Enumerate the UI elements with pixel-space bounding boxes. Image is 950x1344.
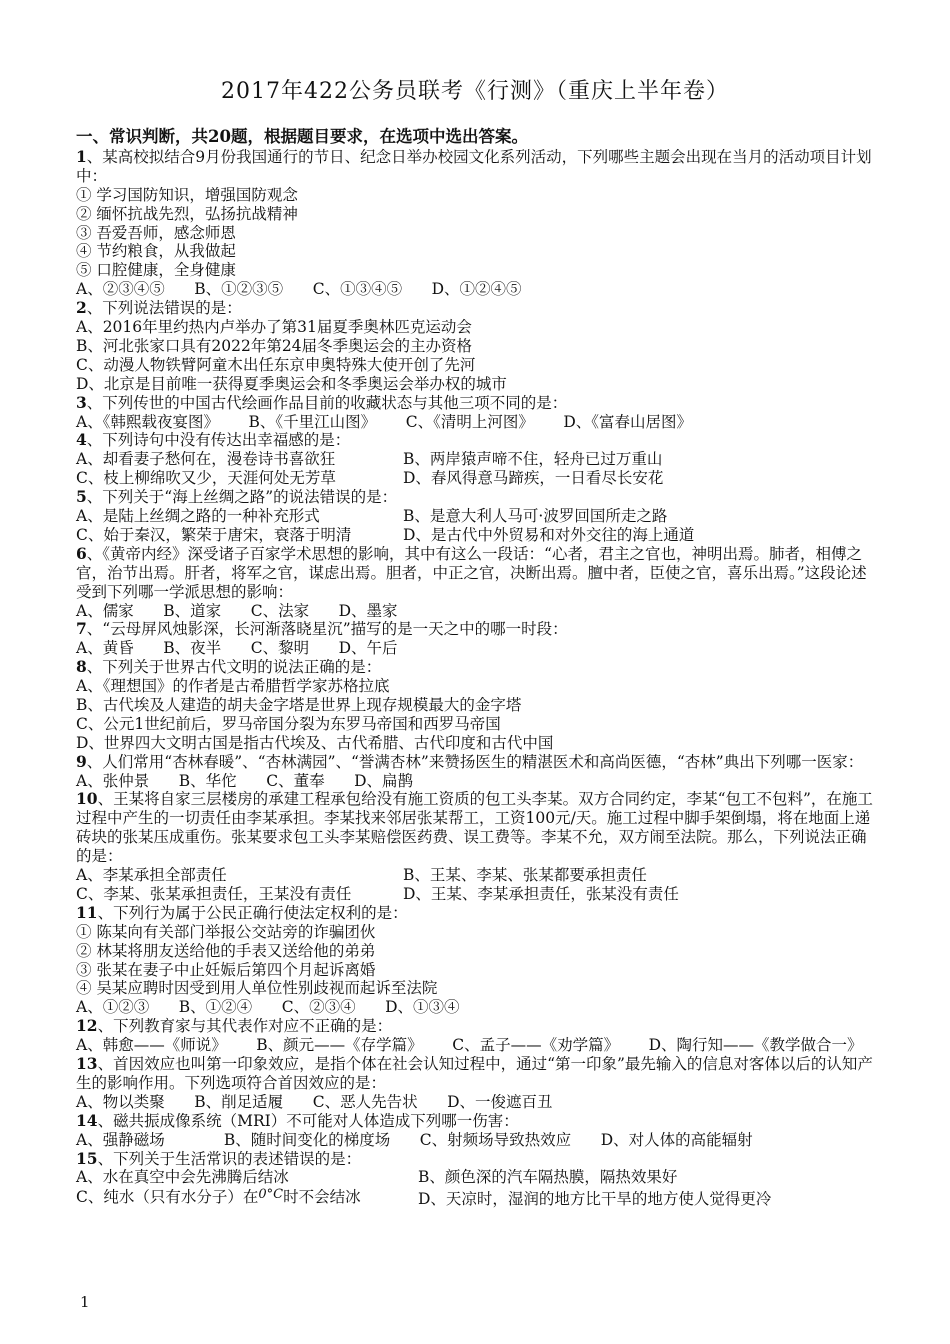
- answer-option: D、北京是目前唯一获得夏季奥运会和冬季奥运会举办权的城市: [76, 374, 507, 393]
- answer-option-row: [76, 866, 876, 885]
- question-6: [76, 545, 876, 602]
- question-stem: 、下列传世的中国古代绘画作品目前的收藏状态与其他三项不同的是：: [86, 393, 568, 412]
- answer-options: A、物以类聚 B、削足适履 C、恶人先告状 D、一俊遮百丑: [76, 1092, 553, 1111]
- question-2: [76, 299, 876, 318]
- question-5: [76, 488, 876, 507]
- question-3: [76, 394, 876, 413]
- question-1: [76, 148, 876, 186]
- exam-content: [76, 128, 876, 1209]
- question-number: 6: [76, 543, 87, 563]
- question-number: 15: [76, 1148, 98, 1168]
- answer-option: B、河北张家口具有2022年第24届冬季奥运会的主办资格: [76, 336, 473, 355]
- question-9: [76, 753, 876, 772]
- question-stem: 、《黄帝内经》深受诸子百家学术思想的影响，其中有这么一段话：“心者，君主之官也，神明出焉。肺者，相傅之官，治节出焉。肝者，将军之官，谋虑出焉。胆者，中正之官，决断出焉。膻中者，臣使之官，喜乐出焉。”这段论述受到下列哪一学派思想的影响：: [76, 544, 867, 601]
- statement-item: ⑤ 口腔健康，全身健康: [76, 261, 236, 280]
- answer-option-row: [76, 450, 876, 469]
- answer-option-row: [76, 469, 876, 488]
- answer-option-row: [76, 885, 876, 904]
- answer-options: A、①②③ B、①②④ C、②③④ D、①③④: [76, 998, 460, 1017]
- answer-option: A、李某承担全部责任: [76, 866, 227, 885]
- question-number: 1: [76, 147, 87, 166]
- temperature-symbol: 0°C: [258, 1187, 284, 1203]
- answer-option: A、2016年里约热内卢举办了第31届夏季奥林匹克运动会: [76, 318, 472, 337]
- question-8: [76, 658, 876, 677]
- answer-options: A、韩愈——《师说》 B、颜元——《存学篇》 C、孟子——《劝学篇》 D、陶行知——《教学做合一》: [76, 1036, 863, 1055]
- answer-option: A、是陆上丝绸之路的一种补充形式: [76, 507, 320, 526]
- question-7: [76, 620, 876, 639]
- question-number: 10: [76, 789, 98, 809]
- answer-option: C、动漫人物铁臂阿童木出任东京申奥特殊大使开创了先河: [76, 355, 476, 374]
- question-4: [76, 431, 876, 450]
- answer-option: D、是古代中外贸易和对外交往的海上通道: [403, 525, 695, 544]
- question-stem: 、首因效应也叫第一印象效应，是指个体在社会认知过程中，通过“第一印象”最先输入的信息对客体以后的认知产生的影响作用。下列选项符合首因效应的是：: [76, 1055, 873, 1092]
- question-stem: 、王某将自家三层楼房的承建工程承包给没有施工资质的包工头李某。双方合同约定，李某“包工不包料”，在施工过程中产生的一切责任由李某承担。李某找来邻居张某帮工，工资100元/天。施工过程中脚手架倒塌，将在地面上递砖块的张某压成重伤。张某要求包工头李某赔偿医药费、误工费等。李某不允，双方闹至法院。那么，下列说法正确的是：: [76, 790, 873, 866]
- question-14: [76, 1112, 876, 1131]
- question-number: 5: [76, 487, 87, 507]
- answer-option: C、始于秦汉，繁荣于唐宋，衰落于明清: [76, 525, 352, 544]
- statement-item: ① 学习国防知识，增强国防观念: [76, 185, 298, 204]
- answer-option-row: [76, 1187, 876, 1209]
- answer-option: B、古代埃及人建造的胡夫金字塔是世界上现存规模最大的金字塔: [76, 696, 522, 714]
- answer-option: A、《理想国》的作者是古希腊哲学家苏格拉底: [76, 677, 390, 696]
- answer-options: A、儒家 B、道家 C、法家 D、墨家: [76, 601, 398, 620]
- answer-options: A、《韩熙载夜宴图》 B、《千里江山图》 C、《清明上河图》 D、《富春山居图》: [76, 412, 693, 431]
- question-stem: 、下列行为属于公民正确行使法定权利的是：: [97, 903, 408, 922]
- answer-option-row: [76, 526, 876, 545]
- question-stem: 、磁共振成像系统（MRI）不可能对人体造成下列哪一伤害：: [97, 1111, 519, 1130]
- answer-option: B、王某、李某、张某都要承担责任: [403, 866, 647, 885]
- question-11: [76, 904, 876, 923]
- question-number: 13: [76, 1054, 98, 1074]
- answer-option: B、两岸猿声啼不住，轻舟已过万重山: [403, 450, 663, 469]
- answer-option: D、天凉时，湿润的地方比干旱的地方使人觉得更冷: [418, 1190, 772, 1209]
- question-stem: 、下列关于“海上丝绸之路”的说法错误的是：: [86, 488, 398, 507]
- question-number: 7: [76, 619, 87, 639]
- question-number: 11: [76, 902, 98, 922]
- question-12: [76, 1017, 876, 1036]
- answer-option: [76, 1188, 418, 1209]
- statement-item: ② 缅怀抗战先烈，弘扬抗战精神: [76, 204, 298, 223]
- document-title: 2017年422公务员联考《行测》（重庆上半年卷）: [221, 79, 729, 104]
- answer-option: D、春风得意马蹄疾，一日看尽长安花: [403, 469, 664, 488]
- question-number: 3: [76, 392, 87, 412]
- section-heading: 一、常识判断，共20题，根据题目要求，在选项中选出答案。: [76, 127, 528, 146]
- question-number: 8: [76, 657, 87, 677]
- question-13: [76, 1055, 876, 1093]
- statement-item: ④ 吴某应聘时因受到用人单位性别歧视而起诉至法院: [76, 979, 438, 998]
- answer-option-row: [76, 507, 876, 526]
- page-number: 1: [80, 1293, 90, 1311]
- question-number: 14: [76, 1110, 98, 1130]
- question-stem: 、下列关于生活常识的表述错误的是：: [97, 1149, 362, 1168]
- question-stem: 、下列诗句中没有传达出幸福感的是：: [86, 431, 351, 450]
- question-stem: 、人们常用“杏林春暖”、“杏林满园”、“誉满杏林”来赞扬医生的精湛医术和高尚医德，“杏林”典出下列哪一医家：: [86, 752, 864, 771]
- question-stem: 、“云母屏风烛影深，长河渐落晓星沉”描写的是一天之中的哪一时段：: [86, 620, 568, 639]
- answer-option: D、王某、李某承担责任，张某没有责任: [403, 884, 679, 903]
- question-15: [76, 1150, 876, 1169]
- option-c-text-end: 时不会结冰: [283, 1188, 361, 1207]
- option-c-text: C、纯水（只有水分子）在: [76, 1188, 259, 1207]
- answer-option: B、颜色深的汽车隔热膜，隔热效果好: [418, 1168, 678, 1187]
- question-stem: 、下列关于世界古代文明的说法正确的是：: [86, 658, 382, 677]
- question-number: 12: [76, 1016, 98, 1036]
- question-number: 2: [76, 298, 87, 318]
- question-number: 4: [76, 430, 87, 450]
- statement-item: ③ 张某在妻子中止妊娠后第四个月起诉离婚: [76, 960, 376, 979]
- answer-options: A、张仲景 B、华佗 C、董奉 D、扁鹊: [76, 771, 414, 790]
- answer-option: D、世界四大文明古国是指古代埃及、古代希腊、古代印度和古代中国: [76, 733, 554, 752]
- question-stem: 、下列说法错误的是：: [86, 299, 242, 318]
- answer-options: A、黄昏 B、夜半 C、黎明 D、午后: [76, 639, 398, 658]
- statement-item: ④ 节约粮食，从我做起: [76, 242, 236, 261]
- answer-option: A、水在真空中会先沸腾后结冰: [76, 1168, 289, 1187]
- statement-item: ③ 吾爱吾师，感念师恩: [76, 223, 236, 242]
- statement-item: ② 林某将朋友送给他的手表又送给他的弟弟: [76, 941, 376, 960]
- answer-option: C、公元1世纪前后，罗马帝国分裂为东罗马帝国和西罗马帝国: [76, 714, 501, 733]
- answer-options: A、②③④⑤ B、①②③⑤ C、①③④⑤ D、①②④⑤: [76, 280, 522, 299]
- question-10: [76, 790, 876, 866]
- statement-item: ① 陈某向有关部门举报公交站旁的诈骗团伙: [76, 922, 376, 941]
- answer-options: A、强静磁场 B、随时间变化的梯度场 C、射频场导致热效应 D、对人体的高能辐射: [76, 1130, 753, 1149]
- question-stem: 、某高校拟结合9月份我国通行的节日、纪念日举办校园文化系列活动，下列哪些主题会出现在当月的活动项目计划中：: [76, 148, 872, 185]
- answer-option: C、李某、张某承担责任，王某没有责任: [76, 884, 352, 903]
- question-stem: 、下列教育家与其代表作对应不正确的是：: [97, 1017, 393, 1036]
- answer-option: A、却看妻子愁何在，漫卷诗书喜欲狂: [76, 450, 336, 469]
- answer-option: C、枝上柳绵吹又少，天涯何处无芳草: [76, 469, 336, 488]
- answer-option: B、是意大利人马可·波罗回国所走之路: [403, 507, 668, 526]
- answer-option-row: [76, 1168, 876, 1187]
- question-number: 9: [76, 751, 87, 771]
